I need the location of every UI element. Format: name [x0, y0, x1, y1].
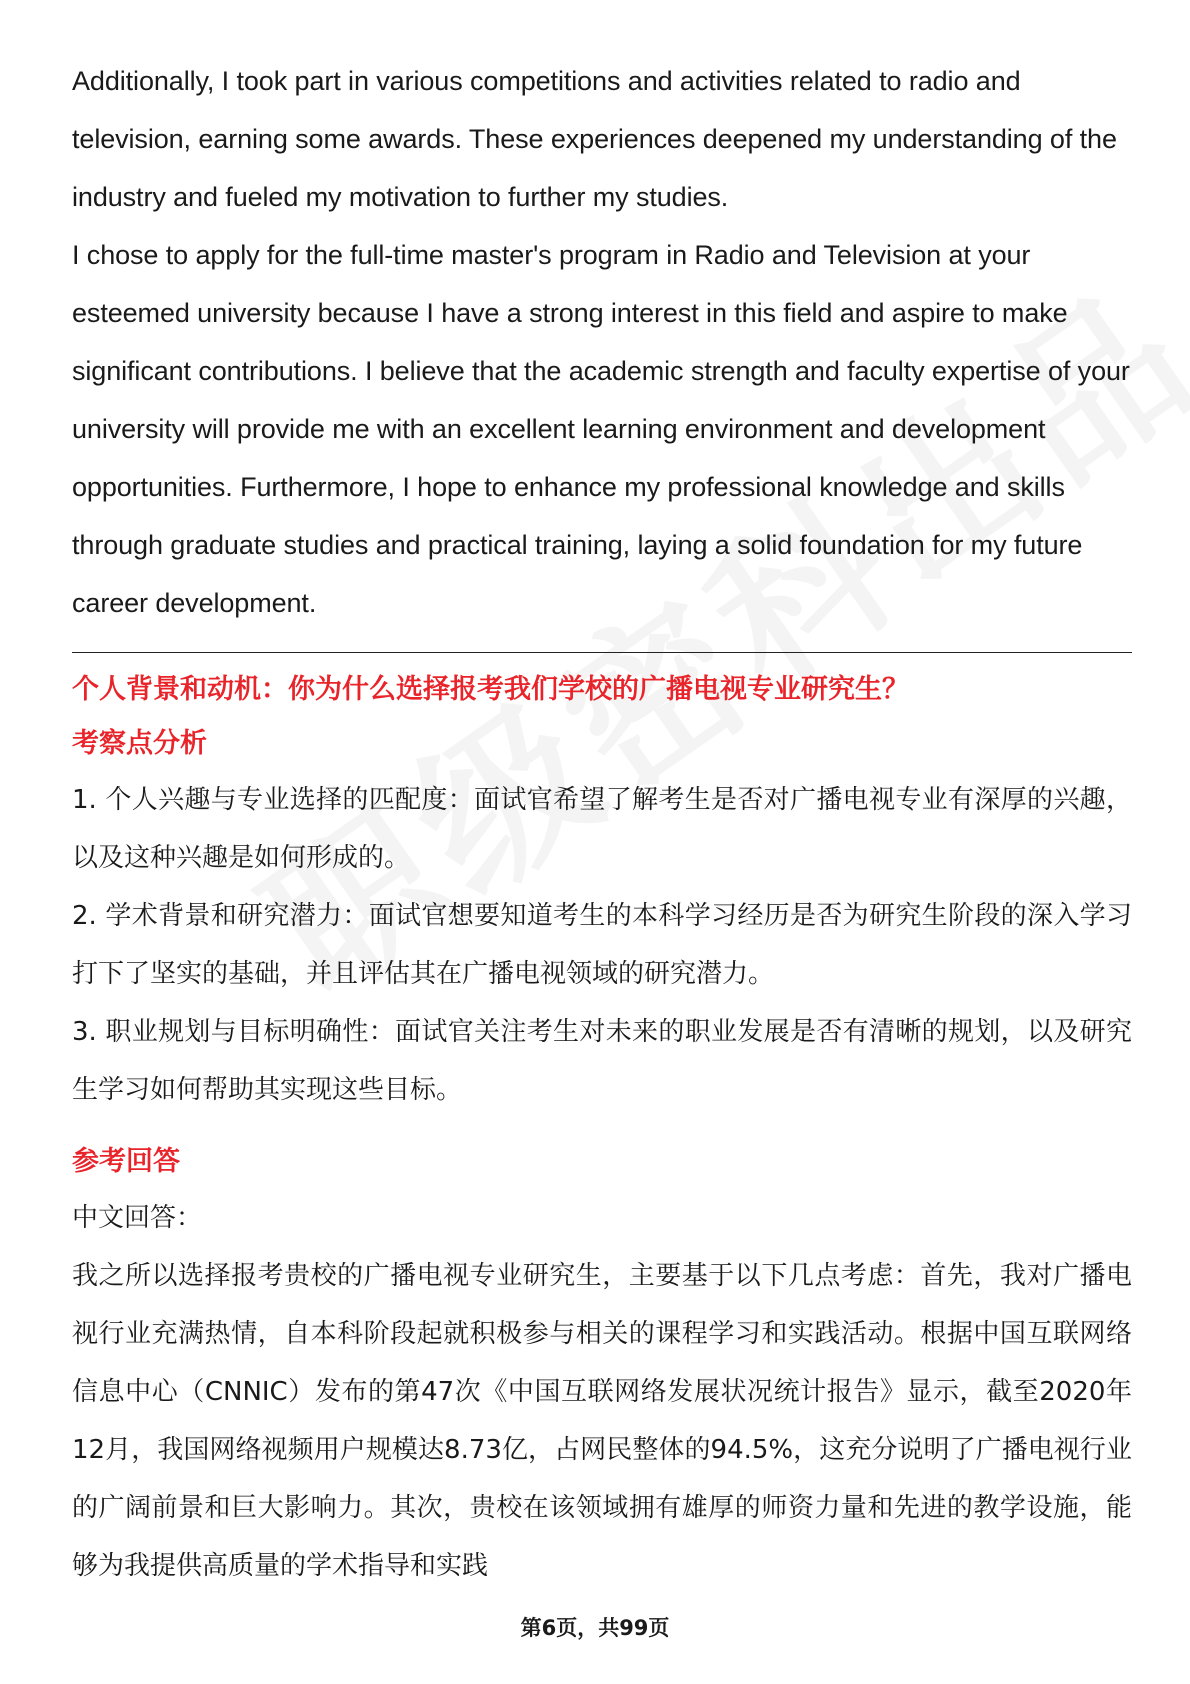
reference-heading: 参考回答 — [72, 1146, 180, 1177]
page-number-footer: 第6页，共99页 — [520, 1616, 670, 1640]
reference-body: 我之所以选择报考贵校的广播电视专业研究生，主要基于以下几点考虑：首先，我对广播电视行业充满热情，自本科阶段起就积极参与相关的课程学习和实践活动。根据中国互联网络信息中心（CNNIC）发布的第47次《中国互联网络发展状况统计报告》显示，截至2020年12月，我国网络视频用户规模达8.73亿，占网民整体的94.5%，这充分说明了广播电视行业的广阔前景和巨大影响力。其次，贵校在该领域拥有雄厚的师资力量和先进的教学设施，能够为我提供高质量的学术指导和实践 — [72, 1261, 1132, 1581]
page-content — [72, 52, 1132, 1595]
english-paragraph: I chose to apply for the full-time master's program in Radio and Television at your esteemed university because I have a strong interest in this field and aspire to make significant contributions. I believe that the academic strength and faculty expertise of your university will provide me with an excellent learning environment and development opportunities. Furthermore, I hope to enhance my professional knowledge and skills through graduate studies and practical training, laying a solid foundation for my future career development. — [72, 240, 1130, 618]
analysis-item: 3. 职业规划与目标明确性：面试官关注考生对未来的职业发展是否有清晰的规划，以及研究生学习如何帮助其实现这些目标。 — [72, 1017, 1132, 1105]
analysis-item: 1. 个人兴趣与专业选择的匹配度：面试官希望了解考生是否对广播电视专业有深厚的兴趣，以及这种兴趣是如何形成的。 — [72, 785, 1132, 873]
reference-label: 中文回答： — [72, 1203, 203, 1233]
analysis-heading: 考察点分析 — [72, 728, 207, 759]
section-divider — [72, 652, 1132, 653]
analysis-item: 2. 学术背景和研究潜力：面试官想要知道考生的本科学习经历是否为研究生阶段的深入学习打下了坚实的基础，并且评估其在广播电视领域的研究潜力。 — [72, 901, 1132, 989]
english-paragraph: Additionally, I took part in various competitions and activities related to radio and television, earning some awards. These experiences deepened my understanding of the industry and fueled my motivation to further my studies. — [72, 66, 1117, 212]
question-title: 个人背景和动机：你为什么选择报考我们学校的广播电视专业研究生？ — [72, 674, 909, 705]
